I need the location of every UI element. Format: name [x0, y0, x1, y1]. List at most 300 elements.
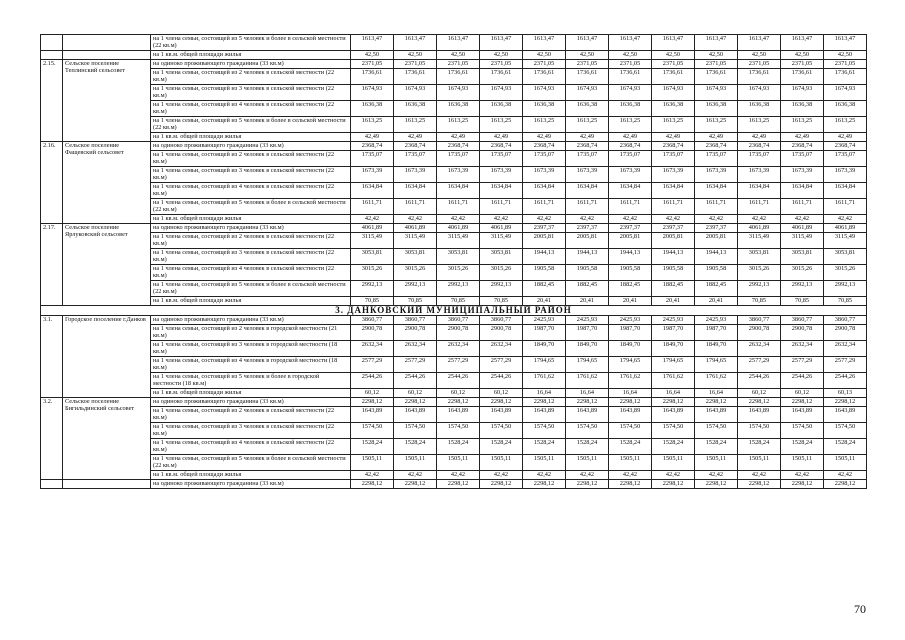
value-cell: 1528,24: [351, 439, 394, 455]
value-cell: 1611,71: [609, 199, 652, 215]
value-cell: 2368,74: [351, 142, 394, 151]
table-row: [41, 35, 867, 51]
value-cell: 2368,74: [437, 142, 480, 151]
value-cell: 2632,34: [480, 341, 523, 357]
value-cell: 1736,61: [781, 69, 824, 85]
value-cell: 2425,93: [609, 316, 652, 325]
value-cell: 1735,07: [609, 151, 652, 167]
table-row: [41, 325, 867, 341]
value-cell: 3860,77: [351, 316, 394, 325]
value-cell: 3860,77: [824, 316, 867, 325]
value-cell: 1613,25: [824, 117, 867, 133]
value-cell: 1944,13: [523, 249, 566, 265]
value-cell: 1611,71: [523, 199, 566, 215]
value-cell: 42,42: [695, 471, 738, 480]
value-cell: 1611,71: [781, 199, 824, 215]
value-cell: 3053,81: [781, 249, 824, 265]
value-cell: 2371,05: [781, 60, 824, 69]
table-row: [41, 69, 867, 85]
value-cell: 2992,13: [824, 281, 867, 297]
norm-description: на 1 члена семьи, состоящей из 5 человек и более в сельской местности (22 кв.м): [151, 199, 351, 215]
norm-description: на 1 члена семьи, состоящей из 3 человек в сельской местности (22 кв.м): [151, 249, 351, 265]
value-cell: 2371,05: [738, 60, 781, 69]
value-cell: 1736,61: [652, 69, 695, 85]
row-number: 3.2.: [41, 398, 63, 480]
value-cell: 1611,71: [738, 199, 781, 215]
value-cell: 2368,74: [652, 142, 695, 151]
norm-description: на 1 члена семьи, состоящей из 5 человек и более в сельской местности (22 кв.м): [151, 455, 351, 471]
value-cell: 1643,89: [437, 407, 480, 423]
value-cell: 70,85: [824, 297, 867, 306]
value-cell: 1505,11: [695, 455, 738, 471]
value-cell: 1673,39: [480, 167, 523, 183]
norm-description: на 1 члена семьи, состоящей из 3 человек в сельской местности (22 кв.м): [151, 167, 351, 183]
value-cell: 2368,74: [738, 142, 781, 151]
value-cell: 1611,71: [566, 199, 609, 215]
value-cell: 1643,89: [566, 407, 609, 423]
value-cell: 42,50: [351, 51, 394, 60]
value-cell: 16,64: [523, 389, 566, 398]
value-cell: 42,49: [695, 133, 738, 142]
value-cell: 1761,62: [523, 373, 566, 389]
value-cell: 4061,89: [738, 224, 781, 233]
value-cell: 2425,93: [523, 316, 566, 325]
value-cell: 42,49: [781, 133, 824, 142]
value-cell: 16,64: [695, 389, 738, 398]
value-cell: 2900,78: [437, 325, 480, 341]
value-cell: 60,12: [351, 389, 394, 398]
value-cell: 2298,12: [652, 398, 695, 407]
value-cell: 42,42: [652, 215, 695, 224]
value-cell: 2425,93: [566, 316, 609, 325]
value-cell: 1761,62: [652, 373, 695, 389]
value-cell: 1794,65: [609, 357, 652, 373]
value-cell: 42,50: [437, 51, 480, 60]
value-cell: 1636,38: [480, 101, 523, 117]
value-cell: 2577,29: [437, 357, 480, 373]
value-cell: 1528,24: [523, 439, 566, 455]
value-cell: 2577,29: [738, 357, 781, 373]
norm-description: на 1 кв.м. общей площади жилья: [151, 51, 351, 60]
value-cell: 1736,61: [738, 69, 781, 85]
value-cell: 2371,05: [523, 60, 566, 69]
table-row: [41, 60, 867, 69]
value-cell: 3860,77: [738, 316, 781, 325]
value-cell: 1849,70: [652, 341, 695, 357]
row-number: 2.17.: [41, 224, 63, 306]
table-row: [41, 233, 867, 249]
value-cell: 1736,61: [695, 69, 738, 85]
value-cell: 3115,49: [437, 233, 480, 249]
value-cell: 3860,77: [480, 316, 523, 325]
value-cell: 2900,78: [480, 325, 523, 341]
table-row: [41, 224, 867, 233]
value-cell: 2005,81: [566, 233, 609, 249]
value-cell: 1735,07: [394, 151, 437, 167]
value-cell: 2992,13: [394, 281, 437, 297]
table-row: [41, 183, 867, 199]
value-cell: 2298,12: [738, 398, 781, 407]
value-cell: 1613,25: [523, 117, 566, 133]
value-cell: 3015,26: [480, 265, 523, 281]
value-cell: 42,42: [824, 215, 867, 224]
value-cell: 1636,38: [351, 101, 394, 117]
value-cell: 1634,84: [695, 183, 738, 199]
norm-description: на одиноко проживающего гражданина (33 кв.м): [151, 316, 351, 325]
table-row: [41, 51, 867, 60]
value-cell: 1673,39: [781, 167, 824, 183]
value-cell: 3015,26: [781, 265, 824, 281]
value-cell: 1735,07: [652, 151, 695, 167]
value-cell: 1987,70: [652, 325, 695, 341]
section-header-row: [41, 306, 867, 316]
row-number: 2.15.: [41, 60, 63, 142]
value-cell: 3015,26: [738, 265, 781, 281]
tariff-table: [40, 34, 867, 489]
value-cell: 2425,93: [695, 316, 738, 325]
value-cell: 42,42: [738, 471, 781, 480]
value-cell: 1882,45: [652, 281, 695, 297]
value-cell: 2298,12: [781, 480, 824, 489]
municipality-name: Сельское поселение Фащевский сельсовет: [63, 142, 151, 224]
value-cell: 1636,38: [609, 101, 652, 117]
value-cell: 1905,58: [566, 265, 609, 281]
value-cell: 2298,12: [523, 398, 566, 407]
value-cell: 2371,05: [695, 60, 738, 69]
value-cell: 42,42: [609, 471, 652, 480]
value-cell: 1674,93: [480, 85, 523, 101]
table-row: [41, 439, 867, 455]
value-cell: 1613,47: [781, 35, 824, 51]
table-row: [41, 142, 867, 151]
value-cell: 2298,12: [566, 480, 609, 489]
value-cell: 1574,50: [480, 423, 523, 439]
value-cell: 2577,29: [394, 357, 437, 373]
value-cell: 1505,11: [824, 455, 867, 471]
value-cell: 2371,05: [824, 60, 867, 69]
value-cell: 1674,93: [781, 85, 824, 101]
value-cell: 2632,34: [351, 341, 394, 357]
value-cell: 2900,78: [394, 325, 437, 341]
value-cell: 1643,89: [480, 407, 523, 423]
value-cell: 70,85: [738, 297, 781, 306]
value-cell: 1736,61: [523, 69, 566, 85]
value-cell: 2577,29: [781, 357, 824, 373]
norm-description: на 1 кв.м. общей площади жилья: [151, 297, 351, 306]
value-cell: 1944,13: [652, 249, 695, 265]
value-cell: 2298,12: [351, 398, 394, 407]
value-cell: 1735,07: [738, 151, 781, 167]
value-cell: 42,50: [480, 51, 523, 60]
value-cell: 1849,70: [695, 341, 738, 357]
value-cell: 42,42: [652, 471, 695, 480]
value-cell: 1528,24: [609, 439, 652, 455]
value-cell: 2544,26: [351, 373, 394, 389]
value-cell: 1794,65: [695, 357, 738, 373]
value-cell: 1673,39: [523, 167, 566, 183]
value-cell: 42,42: [523, 471, 566, 480]
value-cell: 1634,84: [781, 183, 824, 199]
value-cell: 1673,39: [394, 167, 437, 183]
value-cell: 2298,12: [695, 480, 738, 489]
value-cell: 1987,70: [695, 325, 738, 341]
value-cell: 1611,71: [394, 199, 437, 215]
value-cell: 1634,84: [480, 183, 523, 199]
norm-description: на 1 члена семьи, состоящей из 3 человек в городской местности (18 кв.м): [151, 341, 351, 357]
table-row: [41, 389, 867, 398]
value-cell: 1673,39: [609, 167, 652, 183]
value-cell: 1736,61: [394, 69, 437, 85]
value-cell: 1673,39: [652, 167, 695, 183]
value-cell: 1505,11: [480, 455, 523, 471]
value-cell: 1673,39: [824, 167, 867, 183]
value-cell: 2368,74: [695, 142, 738, 151]
value-cell: 2544,26: [824, 373, 867, 389]
table-row: [41, 167, 867, 183]
value-cell: 2298,12: [394, 480, 437, 489]
value-cell: 42,42: [695, 215, 738, 224]
value-cell: 1673,39: [695, 167, 738, 183]
value-cell: 1736,61: [609, 69, 652, 85]
value-cell: 60,12: [781, 389, 824, 398]
value-cell: 3860,77: [394, 316, 437, 325]
value-cell: 1736,61: [480, 69, 523, 85]
value-cell: 70,85: [437, 297, 480, 306]
value-cell: 2544,26: [781, 373, 824, 389]
value-cell: 1574,50: [824, 423, 867, 439]
value-cell: 1735,07: [351, 151, 394, 167]
value-cell: 1634,84: [652, 183, 695, 199]
value-cell: 1736,61: [566, 69, 609, 85]
value-cell: 1636,38: [781, 101, 824, 117]
value-cell: 1613,47: [394, 35, 437, 51]
norm-description: на 1 члена семьи, состоящей из 3 человек в сельской местности (22 кв.м): [151, 423, 351, 439]
value-cell: 2577,29: [480, 357, 523, 373]
table-row: [41, 480, 867, 489]
value-cell: 1794,65: [523, 357, 566, 373]
value-cell: 2298,12: [738, 480, 781, 489]
value-cell: 42,49: [523, 133, 566, 142]
table-row: [41, 398, 867, 407]
value-cell: 2298,12: [781, 398, 824, 407]
table-row: [41, 407, 867, 423]
value-cell: 70,85: [351, 297, 394, 306]
value-cell: 1735,07: [824, 151, 867, 167]
value-cell: 3053,81: [738, 249, 781, 265]
value-cell: 42,42: [523, 215, 566, 224]
value-cell: 60,12: [394, 389, 437, 398]
value-cell: 2632,34: [437, 341, 480, 357]
value-cell: 3860,77: [437, 316, 480, 325]
value-cell: 1574,50: [652, 423, 695, 439]
row-number: [41, 35, 63, 51]
value-cell: 1613,47: [523, 35, 566, 51]
value-cell: 1574,50: [781, 423, 824, 439]
value-cell: 42,42: [824, 471, 867, 480]
value-cell: 60,12: [738, 389, 781, 398]
table-row: [41, 249, 867, 265]
value-cell: 1674,93: [351, 85, 394, 101]
value-cell: 4061,89: [351, 224, 394, 233]
value-cell: 1735,07: [695, 151, 738, 167]
value-cell: 2900,78: [351, 325, 394, 341]
value-cell: 1528,24: [738, 439, 781, 455]
value-cell: 1673,39: [566, 167, 609, 183]
value-cell: 1574,50: [738, 423, 781, 439]
value-cell: 1505,11: [394, 455, 437, 471]
value-cell: 16,64: [566, 389, 609, 398]
value-cell: 2368,74: [523, 142, 566, 151]
value-cell: 2632,34: [781, 341, 824, 357]
value-cell: 2900,78: [824, 325, 867, 341]
value-cell: 3053,81: [480, 249, 523, 265]
value-cell: 2577,29: [824, 357, 867, 373]
value-cell: 1505,11: [566, 455, 609, 471]
value-cell: 1636,38: [652, 101, 695, 117]
value-cell: 2544,26: [394, 373, 437, 389]
value-cell: 2632,34: [394, 341, 437, 357]
value-cell: 1736,61: [351, 69, 394, 85]
value-cell: 2368,74: [781, 142, 824, 151]
value-cell: 2298,12: [480, 480, 523, 489]
value-cell: 60,12: [480, 389, 523, 398]
value-cell: 1736,61: [437, 69, 480, 85]
value-cell: 60,13: [824, 389, 867, 398]
value-cell: 4061,89: [824, 224, 867, 233]
norm-description: на 1 члена семьи, состоящей из 2 человек в сельской местности (22 кв.м): [151, 69, 351, 85]
value-cell: 1794,65: [566, 357, 609, 373]
value-cell: 2298,12: [351, 480, 394, 489]
value-cell: 1634,84: [437, 183, 480, 199]
value-cell: 1634,84: [351, 183, 394, 199]
row-number: [41, 480, 63, 489]
table-row: [41, 471, 867, 480]
value-cell: 2298,12: [437, 480, 480, 489]
value-cell: 42,42: [566, 471, 609, 480]
value-cell: 3015,26: [351, 265, 394, 281]
value-cell: 20,41: [652, 297, 695, 306]
value-cell: 1987,70: [523, 325, 566, 341]
value-cell: 2577,29: [351, 357, 394, 373]
value-cell: 1574,50: [437, 423, 480, 439]
value-cell: 1611,71: [695, 199, 738, 215]
norm-description: на одиноко проживающего гражданина (33 кв.м): [151, 60, 351, 69]
value-cell: 42,50: [609, 51, 652, 60]
value-cell: 1643,89: [394, 407, 437, 423]
row-number: [41, 51, 63, 60]
value-cell: 2425,93: [652, 316, 695, 325]
value-cell: 2371,05: [437, 60, 480, 69]
value-cell: 1613,25: [437, 117, 480, 133]
norm-description: на 1 члена семьи, состоящей из 2 человек в сельской местности (22 кв.м): [151, 151, 351, 167]
value-cell: 2371,05: [566, 60, 609, 69]
value-cell: 1613,25: [394, 117, 437, 133]
value-cell: 2397,37: [523, 224, 566, 233]
value-cell: 3115,49: [394, 233, 437, 249]
value-cell: 1613,47: [566, 35, 609, 51]
value-cell: 3015,26: [437, 265, 480, 281]
value-cell: 42,49: [480, 133, 523, 142]
value-cell: 1505,11: [523, 455, 566, 471]
norm-description: на одиноко проживающего гражданина (33 кв.м): [151, 142, 351, 151]
municipality-name: [63, 35, 151, 51]
value-cell: 1574,50: [523, 423, 566, 439]
value-cell: 2298,12: [695, 398, 738, 407]
value-cell: 1673,39: [351, 167, 394, 183]
value-cell: 2371,05: [652, 60, 695, 69]
value-cell: 1505,11: [781, 455, 824, 471]
value-cell: 42,42: [781, 471, 824, 480]
value-cell: 2298,12: [437, 398, 480, 407]
value-cell: 1849,70: [609, 341, 652, 357]
value-cell: 2298,12: [609, 398, 652, 407]
value-cell: 1505,11: [609, 455, 652, 471]
value-cell: 2368,74: [824, 142, 867, 151]
value-cell: 3115,49: [781, 233, 824, 249]
value-cell: 1636,38: [566, 101, 609, 117]
value-cell: 16,64: [609, 389, 652, 398]
table-row: [41, 133, 867, 142]
municipality-name: [63, 51, 151, 60]
value-cell: 2992,13: [480, 281, 523, 297]
value-cell: 2544,26: [437, 373, 480, 389]
value-cell: 3115,49: [480, 233, 523, 249]
value-cell: 1761,62: [609, 373, 652, 389]
table-row: [41, 316, 867, 325]
value-cell: 3115,49: [824, 233, 867, 249]
value-cell: 1636,38: [695, 101, 738, 117]
value-cell: 4061,89: [781, 224, 824, 233]
norm-description: на 1 члена семьи, состоящей из 4 человек в сельской местности (22 кв.м): [151, 439, 351, 455]
value-cell: 2992,13: [437, 281, 480, 297]
value-cell: 1673,39: [738, 167, 781, 183]
value-cell: 1905,58: [652, 265, 695, 281]
value-cell: 42,49: [437, 133, 480, 142]
value-cell: 3860,77: [781, 316, 824, 325]
value-cell: 1613,47: [738, 35, 781, 51]
value-cell: 1613,25: [781, 117, 824, 133]
value-cell: 1611,71: [652, 199, 695, 215]
value-cell: 1674,93: [652, 85, 695, 101]
value-cell: 2005,81: [652, 233, 695, 249]
value-cell: 4061,89: [394, 224, 437, 233]
value-cell: 1643,89: [781, 407, 824, 423]
table-row: [41, 151, 867, 167]
value-cell: 2371,05: [394, 60, 437, 69]
value-cell: 1882,45: [523, 281, 566, 297]
value-cell: 2632,34: [824, 341, 867, 357]
value-cell: 2900,78: [781, 325, 824, 341]
value-cell: 1674,93: [695, 85, 738, 101]
value-cell: 42,42: [738, 215, 781, 224]
value-cell: 42,49: [738, 133, 781, 142]
value-cell: 42,50: [781, 51, 824, 60]
value-cell: 1636,38: [738, 101, 781, 117]
value-cell: 1674,93: [738, 85, 781, 101]
value-cell: 2005,81: [609, 233, 652, 249]
value-cell: 1674,93: [824, 85, 867, 101]
value-cell: 42,42: [437, 471, 480, 480]
value-cell: 2397,37: [695, 224, 738, 233]
value-cell: 2632,34: [738, 341, 781, 357]
table-row: [41, 357, 867, 373]
norm-description: на 1 члена семьи, состоящей из 5 человек и более в городской местности (18 кв.м): [151, 373, 351, 389]
value-cell: 42,42: [480, 215, 523, 224]
value-cell: 2298,12: [566, 398, 609, 407]
value-cell: 1735,07: [437, 151, 480, 167]
value-cell: 20,41: [523, 297, 566, 306]
value-cell: 2368,74: [609, 142, 652, 151]
